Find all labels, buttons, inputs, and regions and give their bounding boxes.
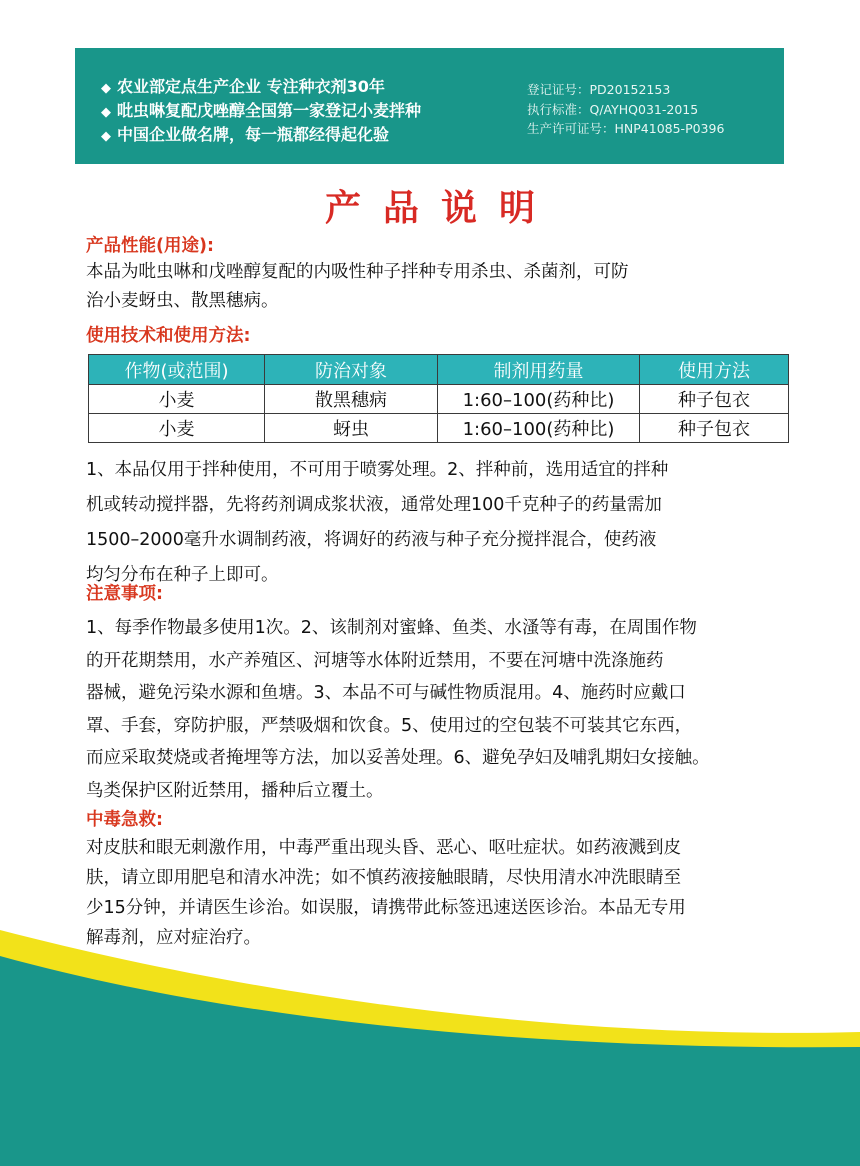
- teal-wave: [0, 956, 860, 1166]
- table-cell: 1:60–100(药种比): [438, 385, 640, 414]
- table-cell: 1:60–100(药种比): [438, 414, 640, 443]
- table-header-row: [89, 355, 789, 385]
- text-line: 1500–2000毫升水调制药液，将调好的药液与种子充分搅拌混合，使药液: [86, 530, 657, 550]
- text-line: 的开花期禁用，水产养殖区、河塘等水体附近禁用，不要在河塘中洗涤施药: [86, 650, 664, 671]
- table-cell: 小麦: [89, 414, 265, 443]
- table-row: [89, 414, 789, 443]
- column-header: 防治对象: [265, 355, 438, 385]
- notes-text: [86, 612, 806, 807]
- text-line: 罩、手套，穿防护服，严禁吸烟和饮食。5、使用过的空包装不可装其它东西，: [86, 715, 693, 736]
- usage-instructions: [86, 453, 806, 593]
- text-line: 而应采取焚烧或者掩埋等方法，加以妥善处理。6、避免孕妇及哺乳期妇女接触。: [86, 748, 710, 768]
- slogan-list: [101, 76, 421, 148]
- text-line: 鸟类保护区附近禁用，播种后立覆土。: [86, 780, 384, 801]
- text-line: 解毒剂，应对症治疗。: [86, 928, 261, 948]
- execution-standard: 执行标准：Q/AYHQ031-2015: [527, 101, 699, 117]
- performance-heading: 产品性能(用途):: [86, 236, 214, 256]
- header-banner: [75, 48, 784, 164]
- table-cell: 种子包衣: [640, 414, 789, 443]
- text-line: 治小麦蚜虫、散黑穗病。: [86, 291, 279, 311]
- notes-heading: 注意事项:: [86, 584, 163, 604]
- usage-table: [88, 354, 789, 443]
- table-cell: 蚜虫: [265, 414, 438, 443]
- production-license: 生产许可证号：HNP41085-P0396: [527, 121, 725, 136]
- table-cell: 散黑穗病: [265, 385, 438, 414]
- page-title: 产品说明: [324, 188, 557, 229]
- performance-text: [86, 258, 806, 316]
- table-cell: 小麦: [89, 385, 265, 414]
- slogan-item: ◆ 中国企业做名牌，每一瓶都经得起化验: [101, 125, 390, 144]
- column-header: 使用方法: [640, 355, 789, 385]
- first-aid-heading: 中毒急救:: [86, 810, 163, 830]
- registration-number: 登记证号：PD20152153: [527, 82, 671, 97]
- table-row: [89, 385, 789, 414]
- text-line: 对皮肤和眼无刺激作用，中毒严重出现头昏、恶心、呕吐症状。如药液溅到皮: [86, 838, 681, 858]
- slogan-item: ◆ 农业部定点生产企业 专注种衣剂30年: [101, 77, 385, 96]
- text-line: 机或转动搅拌器，先将药剂调成浆状液，通常处理100千克种子的药量需加: [86, 495, 662, 515]
- text-line: 1、本品仅用于拌种使用，不可用于喷雾处理。2、拌种前，选用适宜的拌种: [86, 460, 669, 480]
- text-line: 本品为吡虫啉和戊唑醇复配的内吸性种子拌种专用杀虫、杀菌剂，可防: [86, 262, 629, 282]
- text-line: 均匀分布在种子上即可。: [86, 565, 279, 585]
- text-line: 1、每季作物最多使用1次。2、该制剂对蜜蜂、鱼类、水溞等有毒，在周围作物: [86, 618, 697, 638]
- column-header: 制剂用药量: [438, 355, 640, 385]
- registration-info: [527, 80, 724, 139]
- slogan-item: ◆ 吡虫啉复配戊唑醇全国第一家登记小麦拌种: [101, 101, 422, 120]
- slogan-text: 中国企业做名牌，每一瓶都经得起化验: [117, 125, 390, 144]
- text-line: 肤，请立即用肥皂和清水冲洗；如不慎药液接触眼睛，尽快用清水冲洗眼睛至: [86, 868, 681, 888]
- text-line: 少15分钟，并请医生诊治。如误服，请携带此标签迅速送医诊治。本品无专用: [86, 898, 686, 918]
- usage-heading: 使用技术和使用方法:: [86, 326, 251, 346]
- slogan-text: 吡虫啉复配戊唑醇全国第一家登记小麦拌种: [117, 101, 422, 120]
- column-header: 作物(或范围): [89, 355, 265, 385]
- table-cell: 种子包衣: [640, 385, 789, 414]
- slogan-text: 农业部定点生产企业 专注种衣剂30年: [117, 77, 385, 96]
- decorative-wave: [0, 900, 860, 1166]
- text-line: 器械，避免污染水源和鱼塘。3、本品不可与碱性物质混用。4、施药时应戴口: [86, 683, 686, 703]
